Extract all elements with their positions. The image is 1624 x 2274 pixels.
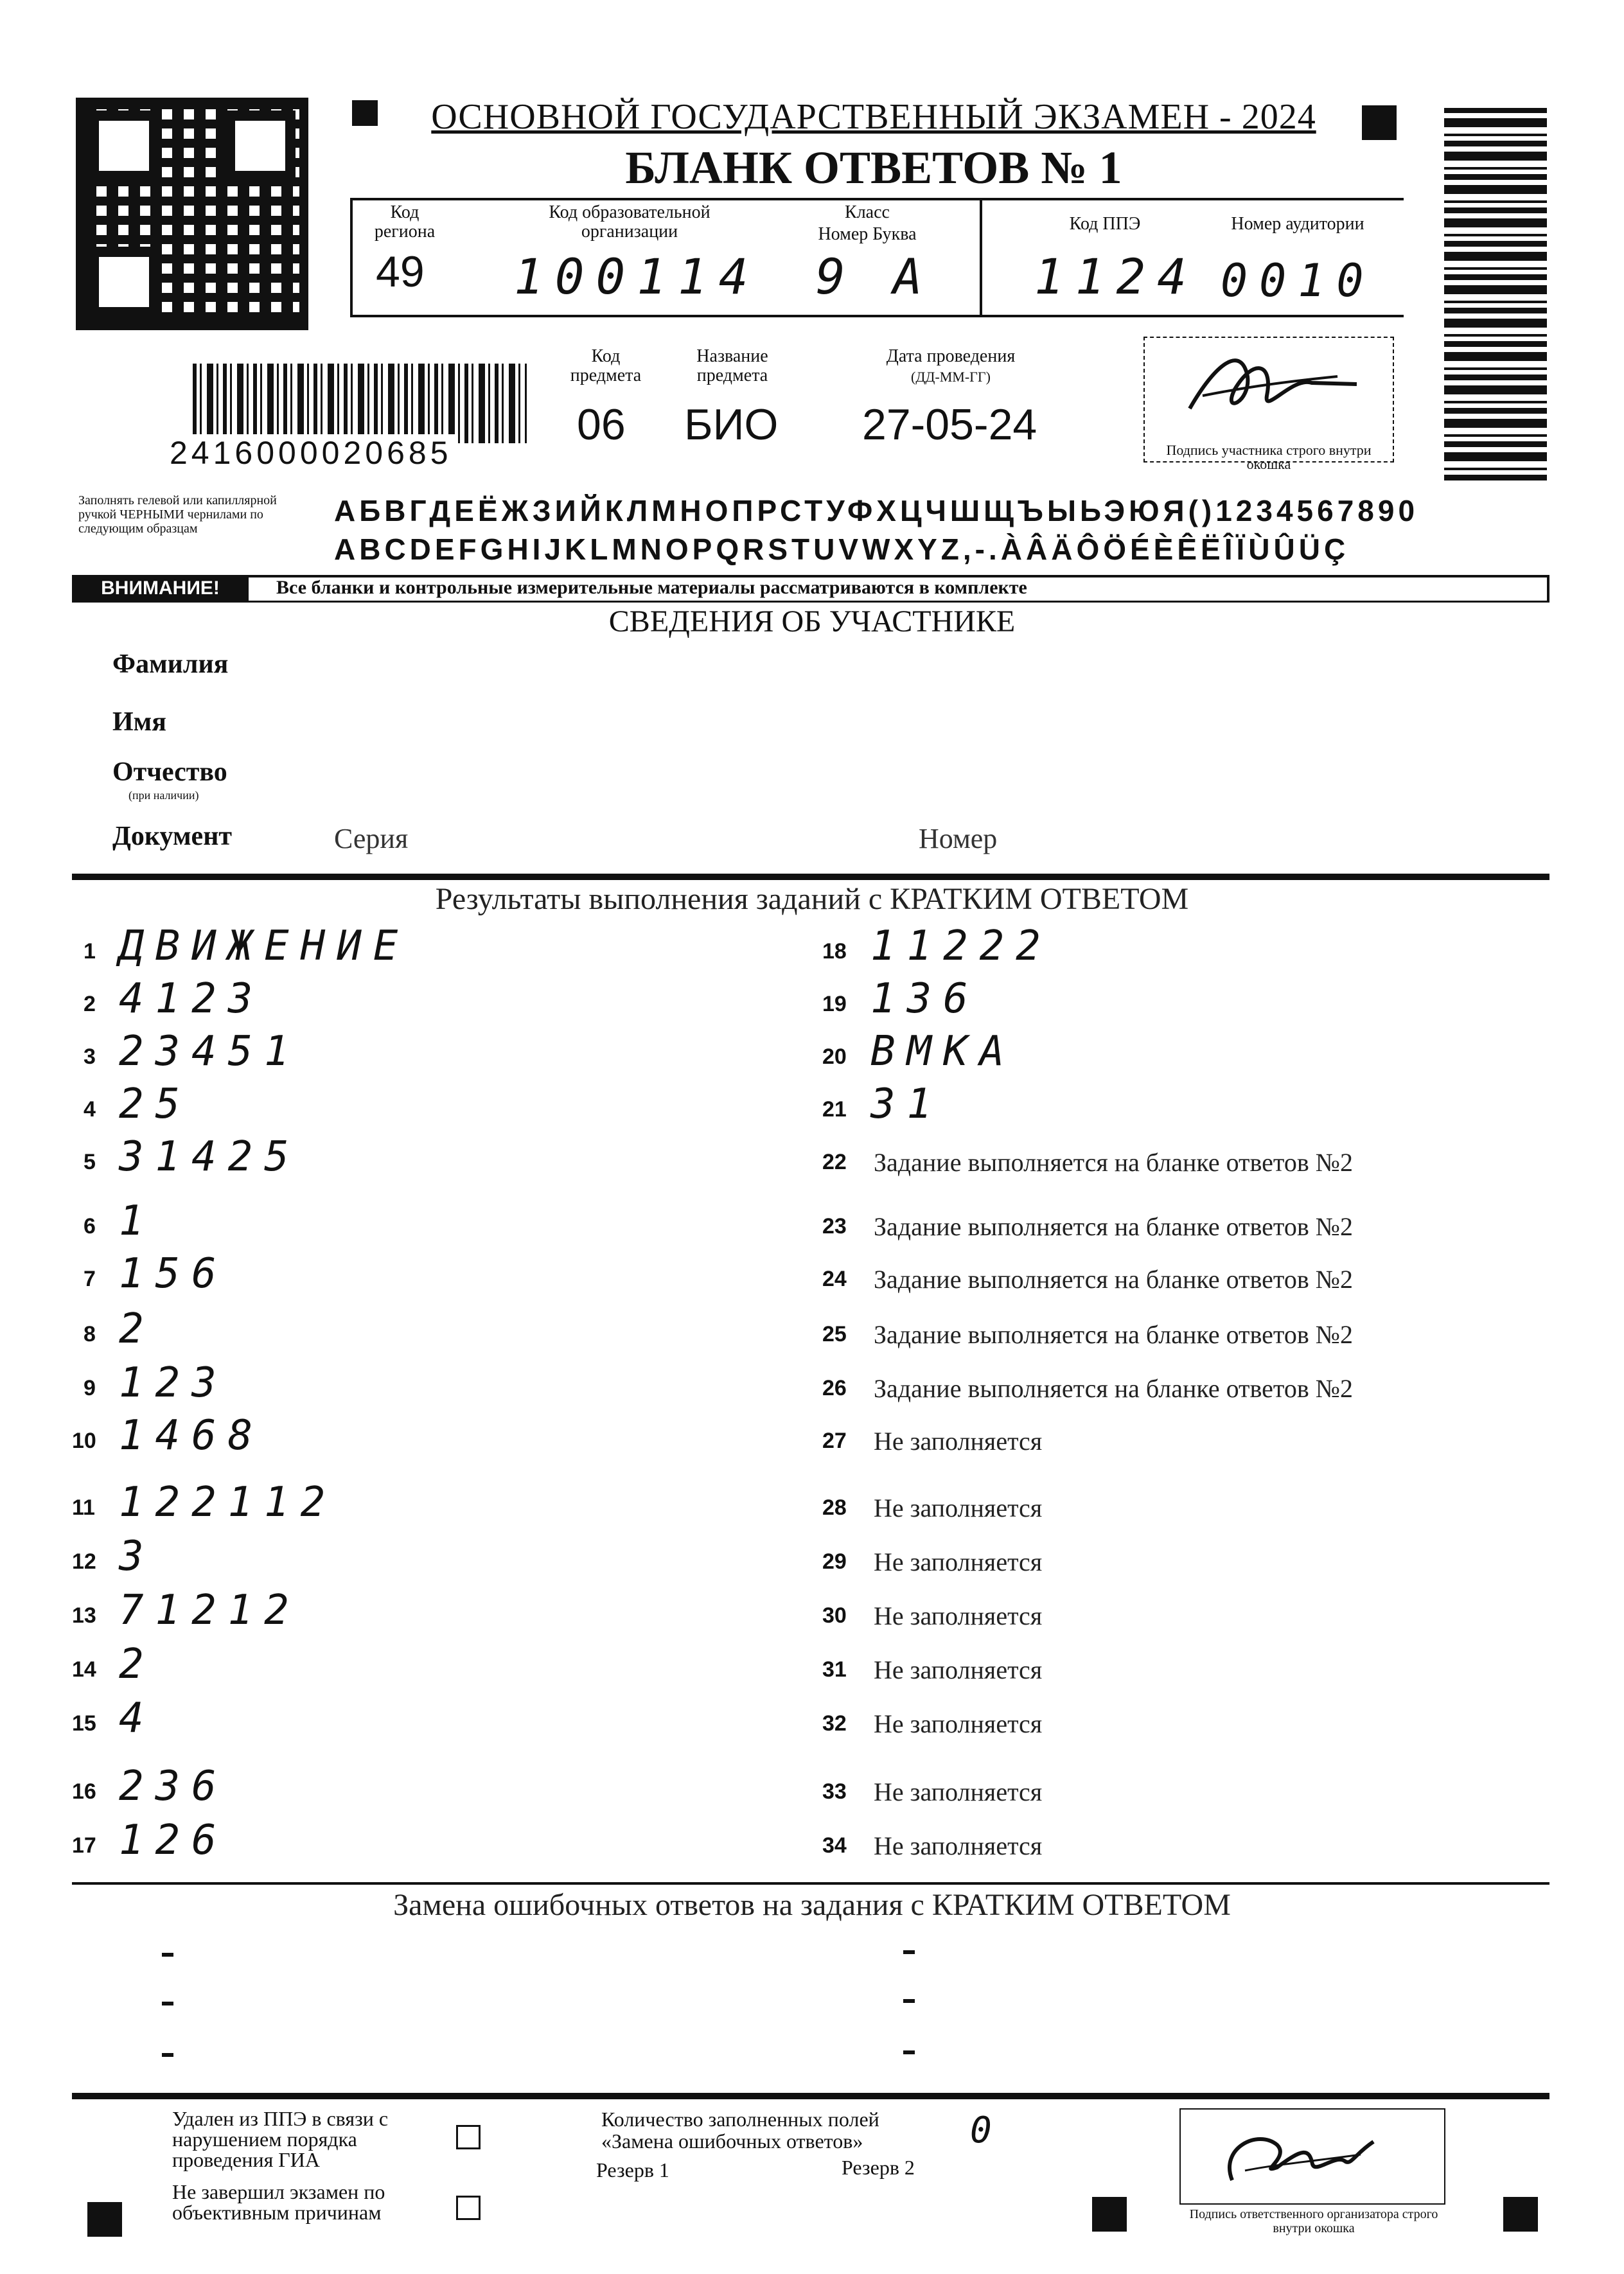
task-answer: 23451 [119, 1028, 301, 1075]
task-answer: 2 [119, 1305, 155, 1353]
patronymic-note: (при наличии) [128, 789, 199, 802]
ppe-value: 1124 [1034, 248, 1199, 305]
section-rule [72, 874, 1549, 880]
region-label: Код региона [374, 202, 436, 242]
date-value: 27-05-24 [862, 400, 1037, 449]
task-number: 34 [822, 1833, 847, 1858]
task-answer: 123 [119, 1359, 228, 1407]
task-answer: 122112 [119, 1479, 337, 1526]
task-number: 27 [822, 1429, 847, 1453]
participant-signature-label: Подпись участника строго внутри окошка [1166, 442, 1372, 472]
participant-section-title: СВЕДЕНИЯ ОБ УЧАСТНИКЕ [608, 604, 1016, 639]
task-number: 17 [72, 1833, 96, 1858]
name-label: Имя [112, 707, 166, 737]
task-number: 20 [822, 1044, 847, 1069]
task-answer: 4 [119, 1695, 155, 1742]
task-number: 25 [822, 1322, 847, 1346]
fill-instruction: Заполнять гелевой или капиллярной ручкой ЧЕРНЫМИ чернилами по следующим образцам [78, 493, 277, 536]
class-letter: А [893, 248, 934, 305]
replacement-slot[interactable] [903, 1999, 915, 2003]
registration-marker [352, 100, 378, 126]
subject-name-label: Название предмета [696, 346, 768, 385]
replacement-section-title: Замена ошибочных ответов на задания с КРАТКИМ ОТВЕТОМ [393, 1888, 1231, 1922]
horizontal-barcode [193, 364, 527, 443]
replacement-slot[interactable] [162, 1953, 173, 1957]
task-number: 30 [822, 1603, 847, 1628]
task-number: 26 [822, 1376, 847, 1400]
warning-badge: ВНИМАНИЕ! [72, 576, 249, 601]
exam-title: ОСНОВНОЙ ГОСУДАРСТВЕННЫЙ ЭКЗАМЕН - 2024 [431, 97, 1316, 137]
task-number: 8 [84, 1322, 96, 1346]
task-number: 21 [822, 1097, 847, 1122]
series-label: Серия [334, 823, 409, 854]
task-number: 33 [822, 1779, 847, 1804]
task-answer: 11222 [870, 922, 1052, 970]
form-title: БЛАНК ОТВЕТОВ № 1 [625, 142, 1122, 193]
task-number: 29 [822, 1549, 847, 1574]
task-answer: 3 [119, 1533, 155, 1580]
registration-marker [1503, 2197, 1538, 2232]
task-number: 32 [822, 1711, 847, 1736]
removed-checkbox[interactable] [456, 2125, 481, 2149]
task-answer: 236 [119, 1763, 228, 1810]
warning-text: Все бланки и контрольные измерительные материалы рассматриваются в комплекте [276, 577, 1027, 598]
class-sublabel: Номер Буква [818, 224, 917, 244]
vertical-barcode [1444, 108, 1547, 480]
task-number: 19 [822, 992, 847, 1016]
task-answer: 1468 [119, 1412, 265, 1459]
task-number: 14 [72, 1657, 96, 1682]
header-divider [350, 198, 353, 317]
qr-code [76, 98, 308, 330]
subject-code-label: Код предмета [570, 346, 642, 385]
organizer-signature-label: Подпись ответственного организатора строго внутри окошка [1189, 2207, 1438, 2235]
subject-code-value: 06 [577, 400, 626, 449]
organizer-signature-box[interactable] [1179, 2108, 1445, 2205]
ppe-label: Код ППЭ [1069, 214, 1141, 234]
barcode-number: 2416000020685 [166, 434, 456, 472]
participant-signature [1145, 338, 1395, 434]
replacement-slot[interactable] [162, 2053, 173, 2057]
org-label: Код образовательной организации [549, 202, 710, 242]
warning-frame [1547, 575, 1549, 603]
task-note: Задание выполняется на бланке ответов №2 [874, 1265, 1353, 1294]
replacement-slot[interactable] [903, 1950, 915, 1954]
task-number: 22 [822, 1150, 847, 1174]
task-note: Не заполняется [874, 1547, 1043, 1576]
task-note: Не заполняется [874, 1494, 1043, 1522]
surname-label: Фамилия [112, 649, 229, 679]
task-note: Не заполняется [874, 1709, 1043, 1738]
task-number: 7 [84, 1267, 96, 1291]
registration-marker [87, 2202, 122, 2237]
patronymic-label: Отчество [112, 757, 227, 787]
task-answer: 136 [870, 975, 980, 1023]
task-answer: ДВИЖЕНИЕ [119, 922, 410, 970]
alphabet-cyrillic: АБВГДЕЁЖЗИЙКЛМНОПРСТУФХЦЧШЩЪЫЬЭЮЯ()1234567890 [334, 494, 1419, 527]
task-number: 6 [84, 1214, 96, 1238]
task-answer: 25 [119, 1080, 192, 1128]
task-number: 3 [84, 1044, 96, 1069]
task-number: 18 [822, 939, 847, 964]
class-number: 9 [816, 248, 857, 305]
task-note: Не заполняется [874, 1831, 1043, 1860]
task-number: 16 [72, 1779, 96, 1804]
replacement-count-value: 0 [970, 2110, 1003, 2151]
alphabet-latin: ABCDEFGHIJKLMNOPQRSTUVWXYZ,-.ÀÂÄÔÖÉÈÊËÎÏÙÛÜÇ [334, 533, 1350, 566]
task-number: 23 [822, 1214, 847, 1238]
task-note: Не заполняется [874, 1601, 1043, 1630]
task-note: Задание выполняется на бланке ответов №2 [874, 1320, 1353, 1349]
task-number: 10 [72, 1429, 96, 1453]
replacement-count-label: Количество заполненных полей «Замена ошибочных ответов» [601, 2108, 879, 2153]
task-number: 1 [84, 939, 96, 964]
registration-marker [1362, 105, 1397, 140]
task-answer: 1 [119, 1197, 155, 1245]
task-number: 11 [72, 1495, 95, 1520]
replacement-slot[interactable] [903, 2050, 915, 2054]
task-note: Задание выполняется на бланке ответов №2 [874, 1212, 1353, 1241]
date-label: Дата проведения [886, 346, 1016, 366]
header-divider [350, 198, 1404, 200]
task-answer: 156 [119, 1250, 228, 1298]
task-number: 4 [84, 1097, 96, 1122]
task-number: 31 [822, 1657, 847, 1682]
section-rule [72, 2093, 1549, 2099]
registration-marker [1092, 2197, 1127, 2232]
header-divider [350, 315, 1404, 317]
task-answer: 31 [870, 1080, 944, 1128]
number-label: Номер [919, 823, 998, 854]
results-section-title: Результаты выполнения заданий с КРАТКИМ ОТВЕТОМ [435, 882, 1189, 916]
task-answer: ВМКА [870, 1028, 1016, 1075]
header-divider [980, 198, 982, 317]
task-number: 12 [72, 1549, 96, 1574]
task-number: 9 [84, 1376, 96, 1400]
task-number: 2 [84, 992, 96, 1016]
organizer-signature [1181, 2110, 1447, 2199]
task-note: Задание выполняется на бланке ответов №2 [874, 1148, 1353, 1177]
task-note: Не заполняется [874, 1427, 1043, 1456]
task-number: 13 [72, 1603, 96, 1628]
org-value: 100114 [514, 248, 760, 305]
task-number: 5 [84, 1150, 96, 1174]
task-answer: 31425 [119, 1133, 301, 1181]
region-value: 49 [376, 247, 425, 296]
task-answer: 126 [119, 1817, 228, 1864]
task-note: Не заполняется [874, 1655, 1043, 1684]
task-answer: 71212 [119, 1587, 301, 1634]
date-format: (ДД-ММ-ГГ) [911, 369, 991, 385]
auditorium-value: 0010 [1221, 254, 1375, 307]
warning-frame [72, 601, 1549, 603]
removed-label: Удален из ППЭ в связи с нарушением порядка проведения ГИА [172, 2107, 389, 2171]
class-label: Класс [845, 202, 890, 222]
not-finished-label: Не завершил экзамен по объективным причинам [172, 2180, 385, 2224]
reserve-1-label: Резерв 1 [596, 2158, 669, 2181]
auditorium-label: Номер аудитории [1231, 214, 1364, 234]
task-number: 15 [72, 1711, 96, 1736]
task-number: 28 [822, 1495, 847, 1520]
task-note: Задание выполняется на бланке ответов №2 [874, 1374, 1353, 1403]
task-number: 24 [822, 1267, 847, 1291]
task-note: Не заполняется [874, 1777, 1043, 1806]
section-rule [72, 1882, 1549, 1885]
reserve-2-label: Резерв 2 [842, 2156, 915, 2179]
task-answer: 4123 [119, 975, 265, 1023]
subject-name-value: БИО [684, 400, 779, 449]
replacement-slot[interactable] [162, 2002, 173, 2005]
document-label: Документ [112, 822, 233, 851]
task-answer: 2 [119, 1641, 155, 1688]
not-finished-checkbox[interactable] [456, 2196, 481, 2220]
